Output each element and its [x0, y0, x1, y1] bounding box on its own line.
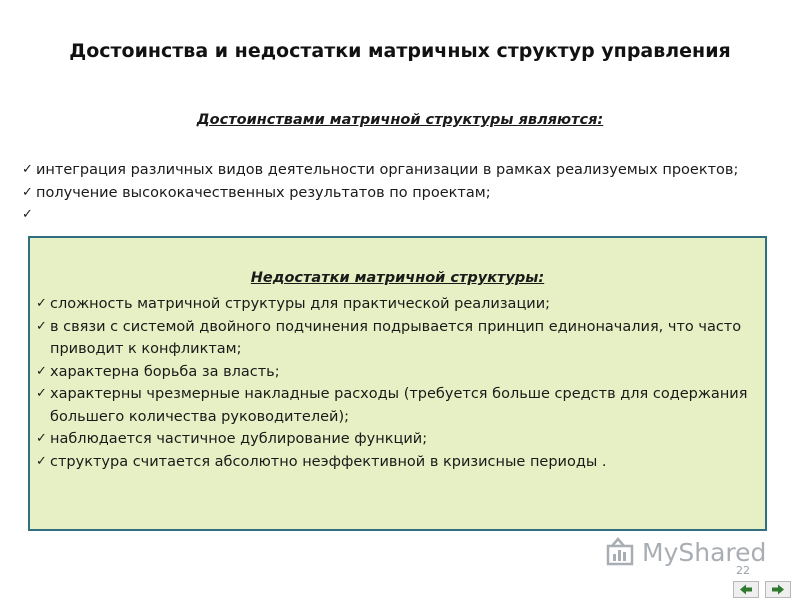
checkmark-icon: ✓: [36, 296, 47, 311]
watermark-text: MyShared: [642, 537, 767, 567]
page-number: 22: [736, 564, 750, 577]
next-slide-button[interactable]: [765, 581, 791, 598]
disadvantage-item: ✓ характерны чрезмерные накладные расходы (требуется больше средств для содержания большего количества руководителей);: [36, 383, 762, 428]
checkmark-icon: ✓: [22, 207, 33, 222]
checkmark-icon: ✓: [22, 162, 33, 177]
checkmark-icon: ✓: [22, 184, 33, 200]
arrow-left-icon: [739, 584, 753, 595]
disadvantage-item: ✓ сложность матричной структуры для практической реализации;: [36, 293, 762, 316]
checkmark-icon: ✓: [36, 318, 47, 334]
advantage-item: ✓ получение высококачественных результатов по проектам;: [22, 182, 762, 205]
advantages-heading: Достоинствами матричной структуры являются:: [196, 112, 604, 128]
advantage-item-hidden: [22, 204, 762, 227]
checkmark-icon: ✓: [36, 363, 47, 379]
advantages-list: [22, 159, 762, 227]
disadvantage-item: ✓ структура считается абсолютно неэффективной в кризисные периоды .: [36, 451, 762, 474]
checkmark-icon: ✓: [36, 386, 47, 401]
checkmark-icon: ✓: [36, 453, 47, 469]
myshared-logo-icon: [606, 536, 636, 568]
disadvantages-list: [36, 293, 762, 473]
arrow-right-icon: [771, 584, 785, 595]
disadvantages-heading: Недостатки матричной структуры:: [250, 270, 545, 286]
disadvantage-item: ✓ наблюдается частичное дублирование функций;: [36, 428, 762, 451]
advantage-item: ✓ интеграция различных видов деятельности организации в рамках реализуемых проектов;: [22, 159, 762, 182]
checkmark-icon: ✓: [36, 431, 47, 446]
previous-slide-button[interactable]: [733, 581, 759, 598]
disadvantage-item: ✓ в связи с системой двойного подчинения подрывается принцип единоначалия, что часто приводит к конфликтам;: [36, 316, 762, 361]
disadvantages-box: [28, 236, 767, 531]
slide-title: Достоинства и недостатки матричных структур управления: [69, 40, 731, 62]
disadvantage-item: ✓ характерна борьба за власть;: [36, 361, 762, 384]
